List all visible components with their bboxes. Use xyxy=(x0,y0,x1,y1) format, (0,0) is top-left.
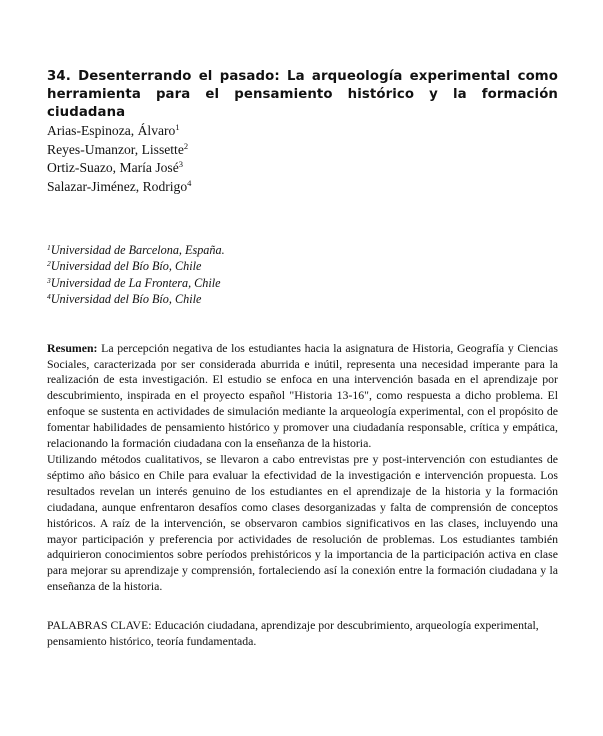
keywords: PALABRAS CLAVE: Educación ciudadana, aprendizaje por descubrimiento, arqueología experimental, pensamiento histórico, teoría fundamentada. xyxy=(47,618,539,649)
abstract xyxy=(47,341,558,596)
author-affiliation-marker: 3 xyxy=(178,159,183,169)
affiliation: $^1$Universidad de Barcelona, España. xyxy=(47,243,225,257)
author-affiliation-marker: 2 xyxy=(183,140,189,151)
affiliation-list xyxy=(47,242,558,308)
abstract-paragraph: Resumen: La percepción negativa de los estudiantes hacia la asignatura de Historia, Geografía y Ciencias Sociales, caracterizada por ser considerada aburrida e inútil, representa una necesidad imperante para la realización de esta investigación. El estudio se enfoca en una intervención basada en el aprendizaje por descubrimiento, inspirada en el proyecto español "Historia 13-16", como respuesta a dicho problema. El enfoque se sustenta en actividades de simulación mediante la arqueología experimental, con el propósito de fomentar habilidades de pensamiento histórico y promover una ciudadanía responsable, crítica y empática, relacionando la formación ciudadana con la enseñanza de la historia. xyxy=(47,340,559,451)
author: Arias-Espinoza, Álvaro$^1$ xyxy=(47,122,180,138)
author-list xyxy=(47,122,558,196)
abstract-label: Resumen: xyxy=(47,340,98,355)
paper-page xyxy=(47,68,558,650)
affiliation: $^3$Universidad de La Frontera, Chile xyxy=(47,275,221,290)
author: Ortiz-Suazo, María José$^3$ xyxy=(47,159,183,175)
author: Reyes-Umanzor, Lissette$^2$ xyxy=(47,140,189,157)
author-affiliation-marker: 1 xyxy=(175,122,180,132)
author-affiliation-marker: 4 xyxy=(187,177,192,188)
affiliation: $^2$Universidad del Bío Bío, Chile xyxy=(47,259,202,274)
affiliation: $^4$Universidad del Bío Bío, Chile xyxy=(47,292,202,307)
abstract-paragraph: Utilizando métodos cualitativos, se llevaron a cabo entrevistas pre y post-intervención con estudiantes de séptimo año básico en Chile para evaluar la efectividad de la investigación e intervención propuesta. Los resultados revelan un interés genuino de los estudiantes en el aprendizaje de la historia y la formación ciudadana, aunque enfrentaron desafíos como clases desorganizadas y falta de comprensión de conceptos históricos. A raíz de la intervención, se observaron cambios significativos en las clases, incluyendo una mayor participación y preferencia por actividades de resolución de problemas. Los estudiantes también adquirieron conocimientos sobre períodos prehistóricos y la importancia de la participación activa en clase para mejorar su aprendizaje y comprensión, fortaleciendo así la conexión entre la formación ciudadana y la enseñanza de la historia. xyxy=(47,451,558,594)
paper-title: 34. Desenterrando el pasado: La arqueología experimental como herramienta para el pensamiento histórico y la formación ciudadana xyxy=(47,69,558,120)
author: Salazar-Jiménez, Rodrigo$^4$ xyxy=(47,177,192,194)
